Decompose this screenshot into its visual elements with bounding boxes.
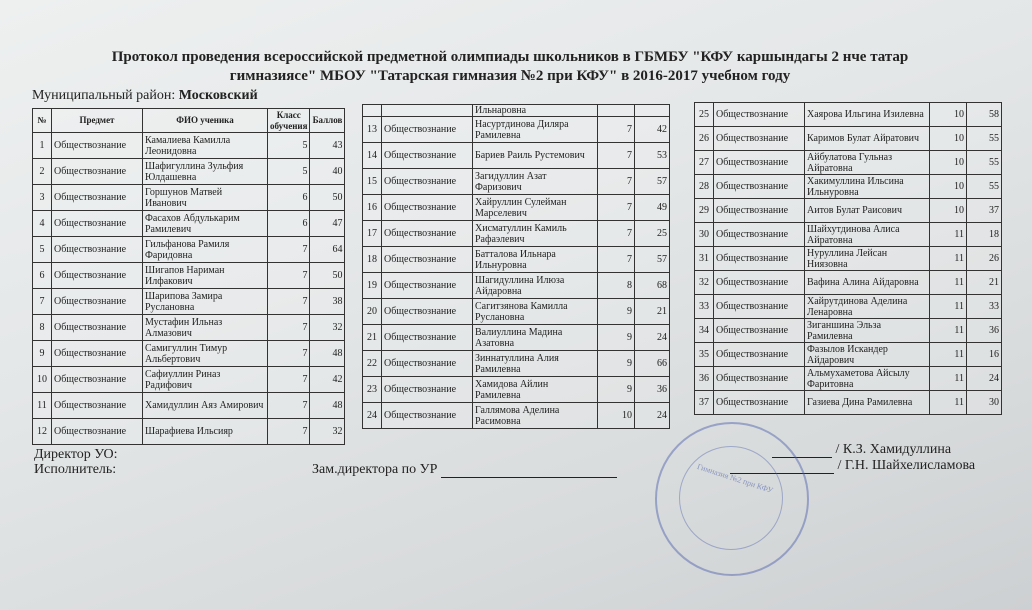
row-student-name: Аитов Булат Раисович	[805, 199, 930, 223]
table-row	[695, 151, 1002, 175]
table-row	[363, 351, 670, 377]
row-score: 48	[310, 341, 345, 367]
table-row	[363, 299, 670, 325]
row-number: 12	[33, 419, 52, 445]
document-title	[60, 48, 960, 86]
table-row	[33, 237, 345, 263]
row-student-name: Мустафин Ильназ Алмазович	[143, 315, 268, 341]
row-subject: Обществознание	[714, 247, 805, 271]
row-score: 18	[967, 223, 1002, 247]
table-row	[33, 367, 345, 393]
director-signature	[772, 442, 951, 458]
row-number: 6	[33, 263, 52, 289]
table-row	[363, 247, 670, 273]
row-subject: Обществознание	[382, 195, 473, 221]
table-row	[695, 343, 1002, 367]
row-number: 16	[363, 195, 382, 221]
table-row	[695, 175, 1002, 199]
row-score: 16	[967, 343, 1002, 367]
row-class: 11	[930, 247, 967, 271]
row-student-name: Хайрутдинова Аделина Ленаровна	[805, 295, 930, 319]
row-score: 24	[635, 325, 670, 351]
table-row	[33, 211, 345, 237]
row-number: 24	[363, 403, 382, 429]
district-label: Муниципальный район:	[32, 88, 176, 103]
row-subject: Обществознание	[382, 273, 473, 299]
row-number: 1	[33, 133, 52, 159]
row-score: 40	[310, 159, 345, 185]
row-number: 22	[363, 351, 382, 377]
row-number: 25	[695, 103, 714, 127]
deputy-name: / Г.Н. Шайхелисламова	[837, 458, 976, 473]
table-row	[695, 391, 1002, 415]
row-class: 11	[930, 343, 967, 367]
row-class: 7	[268, 237, 310, 263]
row-class: 7	[268, 393, 310, 419]
row-class: 7	[598, 247, 635, 273]
row-student-name: Бариев Раиль Рустемович	[473, 143, 598, 169]
row-student-name: Гильфанова Рамиля Фаридовна	[143, 237, 268, 263]
table-row	[695, 247, 1002, 271]
row-class: 11	[930, 295, 967, 319]
row-class: 5	[268, 159, 310, 185]
table-row	[363, 169, 670, 195]
table-row	[363, 221, 670, 247]
row-score: 30	[967, 391, 1002, 415]
table-row	[695, 271, 1002, 295]
table-row	[33, 315, 345, 341]
row-class: 9	[598, 299, 635, 325]
row-class: 10	[598, 403, 635, 429]
row-score: 24	[635, 403, 670, 429]
row-subject: Обществознание	[714, 391, 805, 415]
table-row	[363, 325, 670, 351]
row-number: 18	[363, 247, 382, 273]
row-class: 7	[598, 143, 635, 169]
row-number: 28	[695, 175, 714, 199]
row-number: 5	[33, 237, 52, 263]
row-score: 57	[635, 247, 670, 273]
row-score: 24	[967, 367, 1002, 391]
row-subject: Обществознание	[382, 351, 473, 377]
row-subject: Обществознание	[714, 343, 805, 367]
row-student-name: Шигапов Нариман Илфакович	[143, 263, 268, 289]
row-subject: Обществознание	[382, 117, 473, 143]
row-student-name: Хайруллин Сулейман Марселевич	[473, 195, 598, 221]
row-subject: Обществознание	[382, 299, 473, 325]
row-number: 8	[33, 315, 52, 341]
official-stamp	[655, 422, 809, 576]
row-number: 10	[33, 367, 52, 393]
row-number: 26	[695, 127, 714, 151]
table-row	[33, 341, 345, 367]
col-name: ФИО ученика	[143, 109, 268, 133]
director-label: Директор УО:	[34, 447, 118, 462]
row-student-name: Шагидуллина Илюза Айдаровна	[473, 273, 598, 299]
table-row	[695, 199, 1002, 223]
district-value: Московский	[178, 88, 258, 103]
row-subject: Обществознание	[382, 325, 473, 351]
row-number: 29	[695, 199, 714, 223]
row-score: 58	[967, 103, 1002, 127]
row-subject: Обществознание	[52, 341, 143, 367]
table-row	[695, 223, 1002, 247]
row-score: 33	[967, 295, 1002, 319]
row-class: 9	[598, 351, 635, 377]
col-score: Баллов	[310, 109, 345, 133]
table-row	[363, 377, 670, 403]
row-subject: Обществознание	[714, 271, 805, 295]
row-number: 27	[695, 151, 714, 175]
row-class: 10	[930, 127, 967, 151]
row-subject: Обществознание	[52, 185, 143, 211]
row-student-name: Шарипова Замира Руслановна	[143, 289, 268, 315]
row-score: 55	[967, 175, 1002, 199]
row-student-name: Самигуллин Тимур Альбертович	[143, 341, 268, 367]
row-subject: Обществознание	[52, 159, 143, 185]
row-number: 19	[363, 273, 382, 299]
executor-label: Исполнитель:	[34, 462, 117, 477]
row-number: 7	[33, 289, 52, 315]
row-score: 42	[635, 117, 670, 143]
row-class: 7	[268, 263, 310, 289]
row-score: 38	[310, 289, 345, 315]
row-class: 7	[598, 221, 635, 247]
row-class: 7	[268, 315, 310, 341]
table-row	[695, 127, 1002, 151]
row-class: 9	[598, 325, 635, 351]
row-student-name: Хаярова Ильгина Изилевна	[805, 103, 930, 127]
row-score: 25	[635, 221, 670, 247]
row-score: 43	[310, 133, 345, 159]
row-student-name: Хамидова Айлин Рамилевна	[473, 377, 598, 403]
table-row	[33, 133, 345, 159]
row-student-name: Батталова Ильнара Ильнуровна	[473, 247, 598, 273]
row-class: 10	[930, 103, 967, 127]
row-class: 11	[930, 367, 967, 391]
deputy-line	[312, 462, 617, 478]
row-score: 32	[310, 315, 345, 341]
table-row	[33, 419, 345, 445]
row-subject: Обществознание	[52, 237, 143, 263]
row-score: 50	[310, 185, 345, 211]
row-class: 8	[598, 273, 635, 299]
row-score: 47	[310, 211, 345, 237]
row-student-name: Валиуллина Мадина Азатовна	[473, 325, 598, 351]
results-table-2	[362, 104, 670, 429]
row-subject: Обществознание	[52, 133, 143, 159]
row-number: 11	[33, 393, 52, 419]
row-subject: Обществознание	[714, 199, 805, 223]
deputy-label: Зам.директора по УР	[312, 462, 438, 477]
row-number: 37	[695, 391, 714, 415]
row-score: 49	[635, 195, 670, 221]
col-subject: Предмет	[52, 109, 143, 133]
row-subject: Обществознание	[382, 403, 473, 429]
row-number: 34	[695, 319, 714, 343]
row-class: 6	[268, 211, 310, 237]
row-subject: Обществознание	[714, 175, 805, 199]
row-number: 32	[695, 271, 714, 295]
row-score: 26	[967, 247, 1002, 271]
row-score: 48	[310, 393, 345, 419]
row-score: 37	[967, 199, 1002, 223]
row-number: 13	[363, 117, 382, 143]
row-student-name: Каримов Булат Айратович	[805, 127, 930, 151]
row-student-name: Горшунов Матвей Иванович	[143, 185, 268, 211]
row-subject: Обществознание	[52, 419, 143, 445]
row-subject: Обществознание	[714, 319, 805, 343]
row-subject: Обществознание	[52, 367, 143, 393]
row-score: 55	[967, 127, 1002, 151]
carry-over-patronymic: Ильнаровна	[473, 105, 598, 117]
row-student-name: Вафина Алина Айдаровна	[805, 271, 930, 295]
row-score: 36	[967, 319, 1002, 343]
row-number: 15	[363, 169, 382, 195]
row-number: 23	[363, 377, 382, 403]
table-row	[363, 273, 670, 299]
row-student-name: Хамидуллин Аяз Амирович	[143, 393, 268, 419]
row-class: 7	[598, 169, 635, 195]
row-subject: Обществознание	[52, 289, 143, 315]
row-subject: Обществознание	[52, 315, 143, 341]
row-student-name: Шайхутдинова Алиса Айратовна	[805, 223, 930, 247]
row-student-name: Газиева Дина Рамилевна	[805, 391, 930, 415]
row-number: 33	[695, 295, 714, 319]
row-score: 32	[310, 419, 345, 445]
row-number: 2	[33, 159, 52, 185]
row-score: 53	[635, 143, 670, 169]
title-line-1: Протокол проведения всероссийской предметной олимпиады школьников в ГБМБУ "КФУ каршындагы 2 нче татар	[111, 49, 909, 65]
row-student-name: Насуртдинова Диляра Рамилевна	[473, 117, 598, 143]
row-score: 36	[635, 377, 670, 403]
row-student-name: Зиннатуллина Алия Рамилевна	[473, 351, 598, 377]
row-number: 30	[695, 223, 714, 247]
table-row	[33, 289, 345, 315]
row-class: 7	[598, 195, 635, 221]
row-student-name: Альмухаметова Айсылу Фаритовна	[805, 367, 930, 391]
row-subject: Обществознание	[714, 103, 805, 127]
row-score: 66	[635, 351, 670, 377]
row-class: 7	[268, 419, 310, 445]
row-class: 10	[930, 175, 967, 199]
row-number: 4	[33, 211, 52, 237]
row-class: 10	[930, 199, 967, 223]
district-line	[32, 88, 258, 104]
row-student-name: Зиганшина Эльза Рамилевна	[805, 319, 930, 343]
table-row	[33, 263, 345, 289]
row-class: 11	[930, 319, 967, 343]
row-score: 57	[635, 169, 670, 195]
row-score: 21	[967, 271, 1002, 295]
row-class: 6	[268, 185, 310, 211]
row-student-name: Сафиуллин Риназ Радифович	[143, 367, 268, 393]
row-student-name: Хисматуллин Камиль Рафаэлевич	[473, 221, 598, 247]
table-row	[363, 195, 670, 221]
row-class: 7	[268, 289, 310, 315]
row-subject: Обществознание	[382, 247, 473, 273]
row-number: 21	[363, 325, 382, 351]
director-name: / К.З. Хамидуллина	[835, 442, 952, 457]
row-subject: Обществознание	[382, 377, 473, 403]
row-subject: Обществознание	[714, 367, 805, 391]
row-subject: Обществознание	[382, 221, 473, 247]
table-row	[695, 103, 1002, 127]
row-class: 7	[268, 367, 310, 393]
col-class: Класс обучения	[268, 109, 310, 133]
table-row	[363, 403, 670, 429]
table-row	[33, 159, 345, 185]
row-student-name: Камалиева Камилла Леонидовна	[143, 133, 268, 159]
row-number: 9	[33, 341, 52, 367]
row-score: 50	[310, 263, 345, 289]
row-number: 36	[695, 367, 714, 391]
table-row	[695, 367, 1002, 391]
table-row	[363, 117, 670, 143]
row-class: 11	[930, 271, 967, 295]
row-student-name: Шафигуллина Зульфия Юлдашевна	[143, 159, 268, 185]
table-row	[695, 295, 1002, 319]
row-class: 11	[930, 223, 967, 247]
row-student-name: Сагитзянова Камилла Руслановна	[473, 299, 598, 325]
row-subject: Обществознание	[714, 223, 805, 247]
row-number: 31	[695, 247, 714, 271]
row-student-name: Шарафиева Ильсияр	[143, 419, 268, 445]
row-student-name: Айбулатова Гульназ Айратовна	[805, 151, 930, 175]
row-subject: Обществознание	[52, 263, 143, 289]
row-subject: Обществознание	[714, 295, 805, 319]
row-class: 10	[930, 151, 967, 175]
row-number: 17	[363, 221, 382, 247]
row-subject: Обществознание	[714, 151, 805, 175]
row-class: 11	[930, 391, 967, 415]
table-row	[33, 393, 345, 419]
row-class: 5	[268, 133, 310, 159]
row-student-name: Хакимуллина Ильсина Ильнуровна	[805, 175, 930, 199]
row-number: 14	[363, 143, 382, 169]
row-score: 21	[635, 299, 670, 325]
table-row	[363, 143, 670, 169]
row-subject: Обществознание	[52, 211, 143, 237]
row-student-name: Загидуллин Азат Фаризович	[473, 169, 598, 195]
row-student-name: Галлямова Аделина Расимовна	[473, 403, 598, 429]
row-score: 55	[967, 151, 1002, 175]
stamp-text: Гимназия №2 при КФУ	[695, 461, 775, 496]
row-score: 64	[310, 237, 345, 263]
row-class: 9	[598, 377, 635, 403]
row-score: 68	[635, 273, 670, 299]
row-score: 42	[310, 367, 345, 393]
row-subject: Обществознание	[382, 169, 473, 195]
col-num: №	[33, 109, 52, 133]
row-number: 35	[695, 343, 714, 367]
results-table-1	[32, 108, 345, 445]
table-row	[33, 185, 345, 211]
row-class: 7	[268, 341, 310, 367]
row-student-name: Фазылов Искандер Айдарович	[805, 343, 930, 367]
row-number: 20	[363, 299, 382, 325]
row-subject: Обществознание	[714, 127, 805, 151]
deputy-signature-line	[441, 463, 617, 478]
title-line-2: гимназиясе" МБОУ "Татарская гимназия №2 при КФУ" в 2016-2017 учебном году	[229, 68, 791, 84]
row-subject: Обществознание	[382, 143, 473, 169]
row-subject: Обществознание	[52, 393, 143, 419]
row-student-name: Нуруллина Лейсан Ниязовна	[805, 247, 930, 271]
results-table-3	[694, 102, 1002, 415]
row-student-name: Фасахов Абдулькарим Рамилевич	[143, 211, 268, 237]
row-class: 7	[598, 117, 635, 143]
row-number: 3	[33, 185, 52, 211]
table-row	[695, 319, 1002, 343]
